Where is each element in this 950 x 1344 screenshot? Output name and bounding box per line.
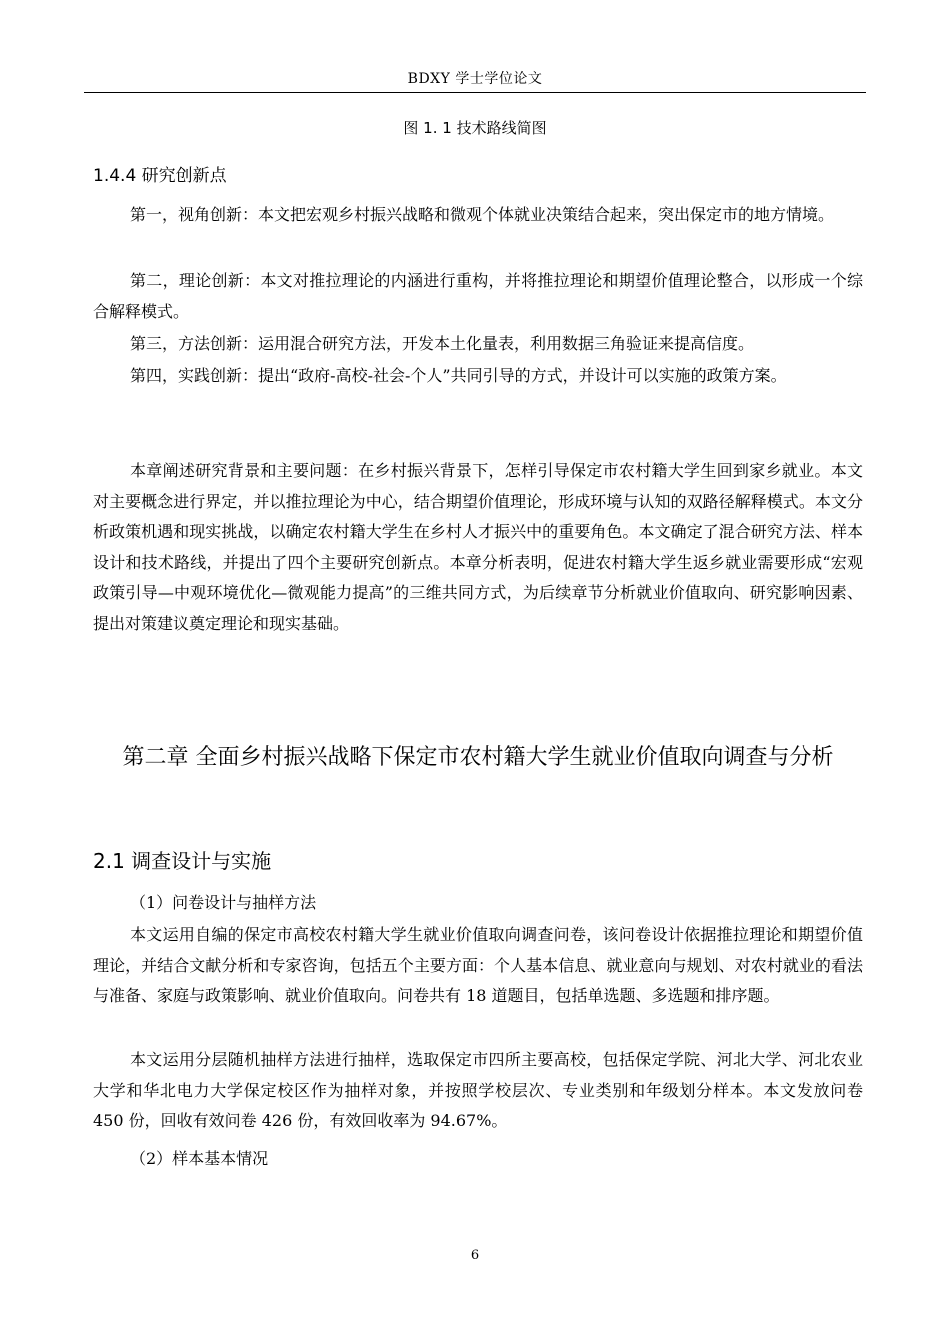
chapter-summary-paragraph: 本章阐述研究背景和主要问题：在乡村振兴背景下，怎样引导保定市农村籍大学生回到家乡就业。本文对主要概念进行界定，并以推拉理论为中心，结合期望价值理论，形成环境与认知的双路径解释模式。本文分析政策机遇和现实挑战，以确定农村籍大学生在乡村人才振兴中的重要角色。本文确定了混合研究方法、样本设计和技术路线，并提出了四个主要研究创新点。本章分析表明，促进农村籍大学生返乡就业需要形成“宏观政策引导—中观环境优化—微观能力提高”的三维共同方式，为后续章节分析就业价值取向、研究影响因素、提出对策建议奠定理论和现实基础。 [93, 461, 863, 633]
innovation-paragraph-3: 第三，方法创新：运用混合研究方法，开发本土化量表，利用数据三角验证来提高信度。 [130, 334, 755, 353]
section-heading-2-1: 2.1 调查设计与实施 [93, 849, 272, 873]
chapter-title: 第二章 全面乡村振兴战略下保定市农村籍大学生就业价值取向调查与分析 [122, 745, 834, 770]
innovation-paragraph-1: 第一，视角创新：本文把宏观乡村振兴战略和微观个体就业决策结合起来，突出保定市的地方情境。 [130, 205, 835, 224]
innovation-paragraph-4: 第四，实践创新：提出“政府-高校-社会-个人”共同引导的方式，并设计可以实施的政策方案。 [130, 366, 787, 385]
section-heading-1-4-4: 1.4.4 研究创新点 [93, 166, 227, 186]
sampling-paragraph: 本文运用分层随机抽样方法进行抽样，选取保定市四所主要高校，包括保定学院、河北大学、河北农业大学和华北电力大学保定校区作为抽样对象，并按照学校层次、专业类别和年级划分样本。本文发放问卷 450 份，回收有效问卷 426 份，有效回收率为 94.67%。 [93, 1050, 863, 1130]
figure-caption: 图 1. 1 技术路线简图 [403, 119, 547, 137]
running-header: BDXY 学士学位论文 [407, 71, 543, 87]
questionnaire-paragraph: 本文运用自编的保定市高校农村籍大学生就业价值取向调查问卷，该问卷设计依据推拉理论和期望价值理论，并结合文献分析和专家咨询，包括五个主要方面：个人基本信息、就业意向与规划、对农村就业的看法与准备、家庭与政策影响、就业价值取向。问卷共有 18 道题目，包括单选题、多选题和排序题。 [93, 925, 863, 1005]
header-rule [84, 92, 866, 93]
page-number: 6 [470, 1248, 480, 1263]
subheading-sample: （2）样本基本情况 [130, 1149, 269, 1168]
subheading-questionnaire: （1）问卷设计与抽样方法 [130, 893, 317, 912]
innovation-paragraph-2: 第二，理论创新：本文对推拉理论的内涵进行重构，并将推拉理论和期望价值理论整合，以形成一个综合解释模式。 [93, 271, 863, 321]
